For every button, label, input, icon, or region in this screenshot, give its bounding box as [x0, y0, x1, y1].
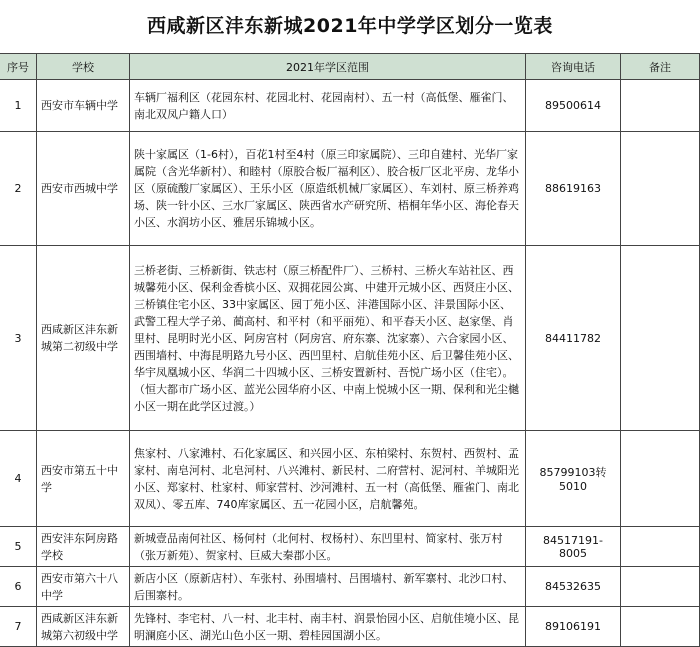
table-row	[0, 80, 700, 132]
district-range: 陕十家属区（1-6村），百花1村至4村（原三印家属院）、三印自建村、光华厂家属院（含光华新村）、和睦村（原胶合板厂福利区）、胶合板厂区北平房、龙华小区（原硫酸厂家属区）、王乐小区（原造纸机械厂家属区）、车刘村、原三桥养鸡场、陕一针小区、三水厂家属区、陕西省水产研究所、梧桐年华小区、海伦春天小区、水润坊小区、雅居乐锦城小区。	[130, 132, 526, 246]
phone-number: 89500614	[526, 80, 621, 132]
note	[621, 132, 700, 246]
table-row	[0, 567, 700, 607]
district-range: 新城壹品南何社区、杨何村（北何村、杈杨村）、东凹里村、简家村、张万村（张万新苑）、贺家村、巨威大秦郡小区。	[130, 527, 526, 567]
district-range: 新店小区（原新店村）、车张村、孙围墙村、吕围墙村、新军寨村、北沙口村、后围寨村。	[130, 567, 526, 607]
phone-number: 84517191-8005	[526, 527, 621, 567]
school-name: 西咸新区沣东新城第六初级中学	[37, 607, 130, 647]
phone-number: 89106191	[526, 607, 621, 647]
table-row	[0, 431, 700, 527]
school-name: 西咸新区沣东新城第二初级中学	[37, 246, 130, 431]
row-number: 4	[0, 431, 37, 527]
district-range: 三桥老街、三桥新街、铁志村（原三桥配件厂）、三桥村、三桥火车站社区、西城馨苑小区、保利金香槟小区、双拥花园公寓、中建开元城小区、西贤庄小区、三桥镇住宅小区、33中家属区、园丁苑小区、沣港国际小区、沣景国际小区、武警工程大学子弟、蔺高村、和平村（和平丽苑）、和平春天小区、赵家堡、肖里村、昆明时光小区、阿房宫村（阿房宫、府东寨、沈家寨）、六合家园小区、西围墙村、中海昆明路九号小区、西凹里村、启航佳苑小区、后卫馨佳苑小区、华宇凤凰城小区、华润二十四城小区、三桥安置新村、吾悦广场小区（住宅）。（恒大都市广场小区、蓝光公园华府小区、中南上悦城小区一期、保利和光尘樾小区一期在此学区过渡。）	[130, 246, 526, 431]
district-table	[0, 53, 700, 647]
district-range: 焦家村、八家滩村、石化家属区、和兴园小区、东柏梁村、东贺村、西贺村、孟家村、南皂河村、北皂河村、八兴滩村、新民村、二府营村、泥河村、羊城阳光小区、郑家村、杜家村、师家营村、沙河滩村、五一村（高低堡、雁雀门、南北双凤）、零五库、740库家属区、五一花园小区，启航馨苑。	[130, 431, 526, 527]
note	[621, 607, 700, 647]
row-number: 3	[0, 246, 37, 431]
school-name: 西安沣东阿房路学校	[37, 527, 130, 567]
note	[621, 246, 700, 431]
phone-number: 88619163	[526, 132, 621, 246]
school-name: 西安市西城中学	[37, 132, 130, 246]
row-number: 7	[0, 607, 37, 647]
note	[621, 527, 700, 567]
table-row	[0, 607, 700, 647]
phone-number: 84411782	[526, 246, 621, 431]
row-number: 1	[0, 80, 37, 132]
table-row	[0, 527, 700, 567]
page-title: 西咸新区沣东新城2021年中学学区划分一览表	[147, 15, 553, 37]
school-name: 西安市第六十八中学	[37, 567, 130, 607]
row-number: 2	[0, 132, 37, 246]
header-tel: 咨询电话	[526, 54, 621, 80]
school-name: 西安市车辆中学	[37, 80, 130, 132]
phone-number: 85799103转5010	[526, 431, 621, 527]
district-range: 先锋村、李宅村、八一村、北丰村、南丰村、润景怡园小区、启航佳境小区、昆明澜庭小区、湖光山色小区一期、碧桂园国湖小区。	[130, 607, 526, 647]
note	[621, 567, 700, 607]
note	[621, 80, 700, 132]
note	[621, 431, 700, 527]
header-note: 备注	[621, 54, 700, 80]
row-number: 6	[0, 567, 37, 607]
row-number: 5	[0, 527, 37, 567]
school-name: 西安市第五十中学	[37, 431, 130, 527]
header-school: 学校	[37, 54, 130, 80]
table-header-row	[0, 54, 700, 80]
header-range: 2021年学区范围	[130, 54, 526, 80]
header-no: 序号	[0, 54, 37, 80]
district-range: 车辆厂福利区（花园东村、花园北村、花园南村）、五一村（高低堡、雁雀门、南北双凤户籍人口）	[130, 80, 526, 132]
phone-number: 84532635	[526, 567, 621, 607]
table-row	[0, 246, 700, 431]
table-row	[0, 132, 700, 246]
